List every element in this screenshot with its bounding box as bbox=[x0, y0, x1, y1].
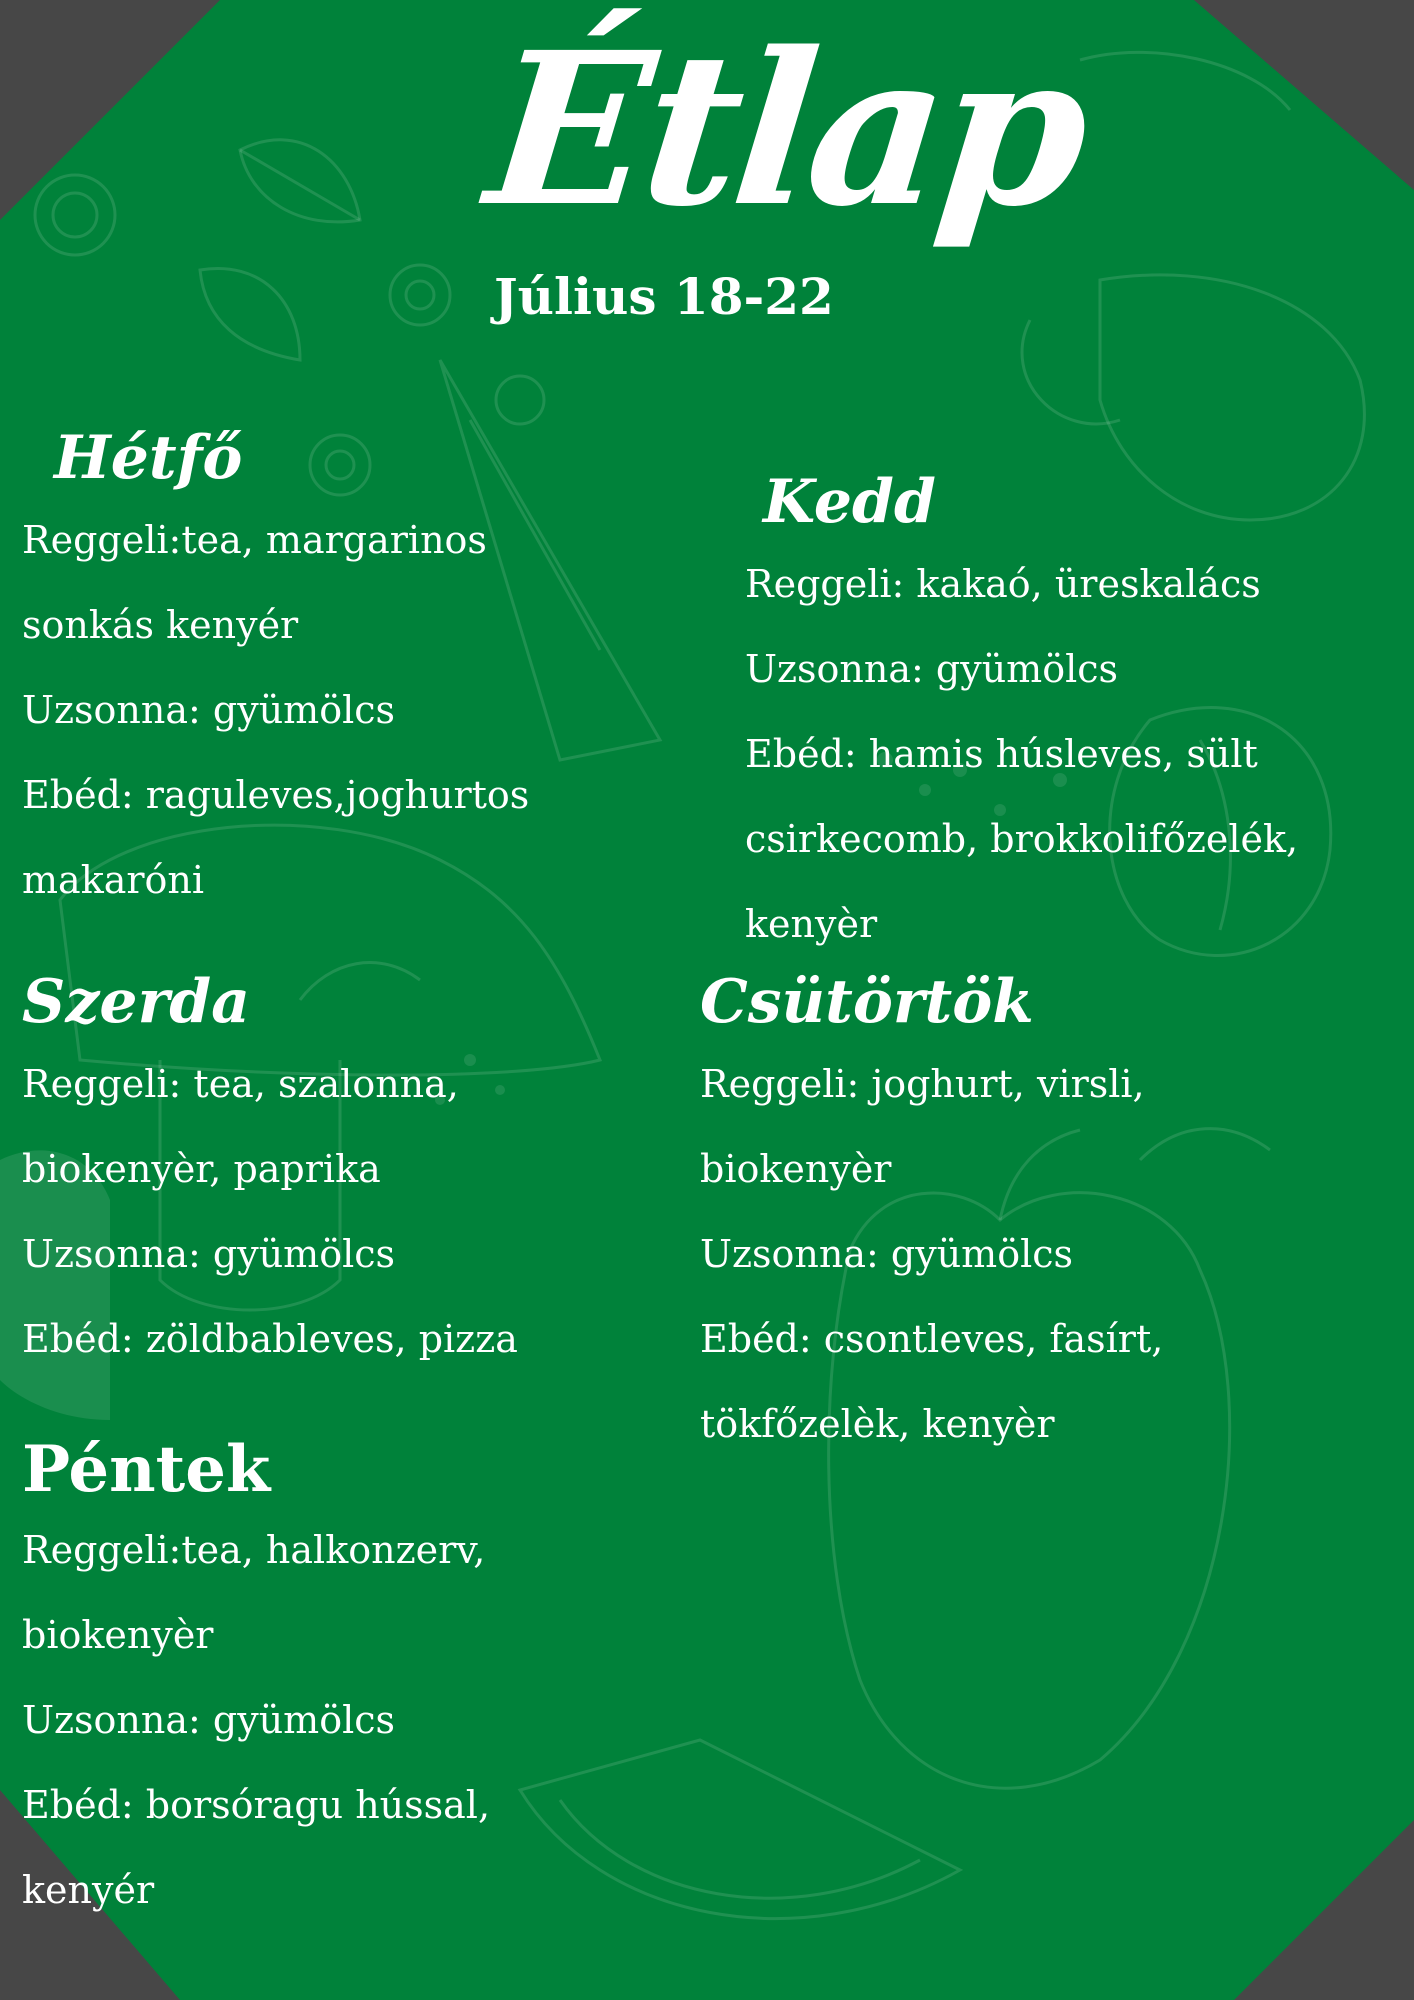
menu-line: Ebéd: csontleves, fasírt, bbox=[700, 1317, 1164, 1361]
day-heading: Kedd bbox=[763, 467, 936, 537]
menu-line: Reggeli: kakaó, üreskalács bbox=[745, 562, 1261, 606]
day-friday bbox=[22, 1432, 490, 1933]
menu-line: Reggeli:tea, halkonzerv, bbox=[22, 1528, 486, 1572]
tomato-slice-icon bbox=[35, 175, 115, 255]
menu-line: Reggeli:tea, margarinos bbox=[22, 518, 487, 562]
menu-line: Reggeli: tea, szalonna, bbox=[22, 1062, 459, 1106]
menu-line: Uzsonna: gyümölcs bbox=[22, 1232, 396, 1276]
menu-line: Ebéd: hamis húsleves, sült bbox=[745, 732, 1258, 776]
day-tuesday bbox=[745, 462, 1298, 967]
menu-line: kenyèr bbox=[745, 902, 878, 946]
olive-icon bbox=[390, 265, 450, 325]
day-wednesday bbox=[22, 962, 518, 1382]
menu-line: biokenyèr bbox=[700, 1147, 892, 1191]
day-monday bbox=[22, 418, 529, 923]
date-range: Július 18-22 bbox=[494, 267, 834, 326]
menu-line: biokenyèr bbox=[22, 1613, 214, 1657]
menu-line: Uzsonna: gyümölcs bbox=[700, 1232, 1074, 1276]
day-heading: Szerda bbox=[22, 967, 251, 1037]
day-heading: Hétfő bbox=[54, 423, 243, 493]
day-heading: Péntek bbox=[22, 1432, 271, 1507]
menu-line: Ebéd: raguleves,joghurtos bbox=[22, 773, 530, 817]
menu-line: Uzsonna: gyümölcs bbox=[22, 1698, 396, 1742]
menu-line: Ebéd: zöldbableves, pizza bbox=[22, 1317, 518, 1361]
menu-line: Uzsonna: gyümölcs bbox=[745, 647, 1119, 691]
menu-line: sonkás kenyér bbox=[22, 603, 299, 647]
menu-line: Uzsonna: gyümölcs bbox=[22, 688, 396, 732]
menu-line: tökfőzelèk, kenyèr bbox=[700, 1402, 1055, 1446]
menu-line: csirkecomb, brokkolifőzelék, bbox=[745, 817, 1299, 861]
menu-line: kenyér bbox=[22, 1868, 155, 1912]
day-thursday bbox=[700, 962, 1163, 1467]
menu-line: biokenyèr, paprika bbox=[22, 1147, 381, 1191]
page-title: Étlap bbox=[478, 6, 1094, 253]
day-heading: Csütörtök bbox=[700, 967, 1034, 1037]
menu-line: Ebéd: borsóragu hússal, bbox=[22, 1783, 491, 1827]
menu-line: makaróni bbox=[22, 858, 205, 902]
menu-line: Reggeli: joghurt, virsli, bbox=[700, 1062, 1145, 1106]
